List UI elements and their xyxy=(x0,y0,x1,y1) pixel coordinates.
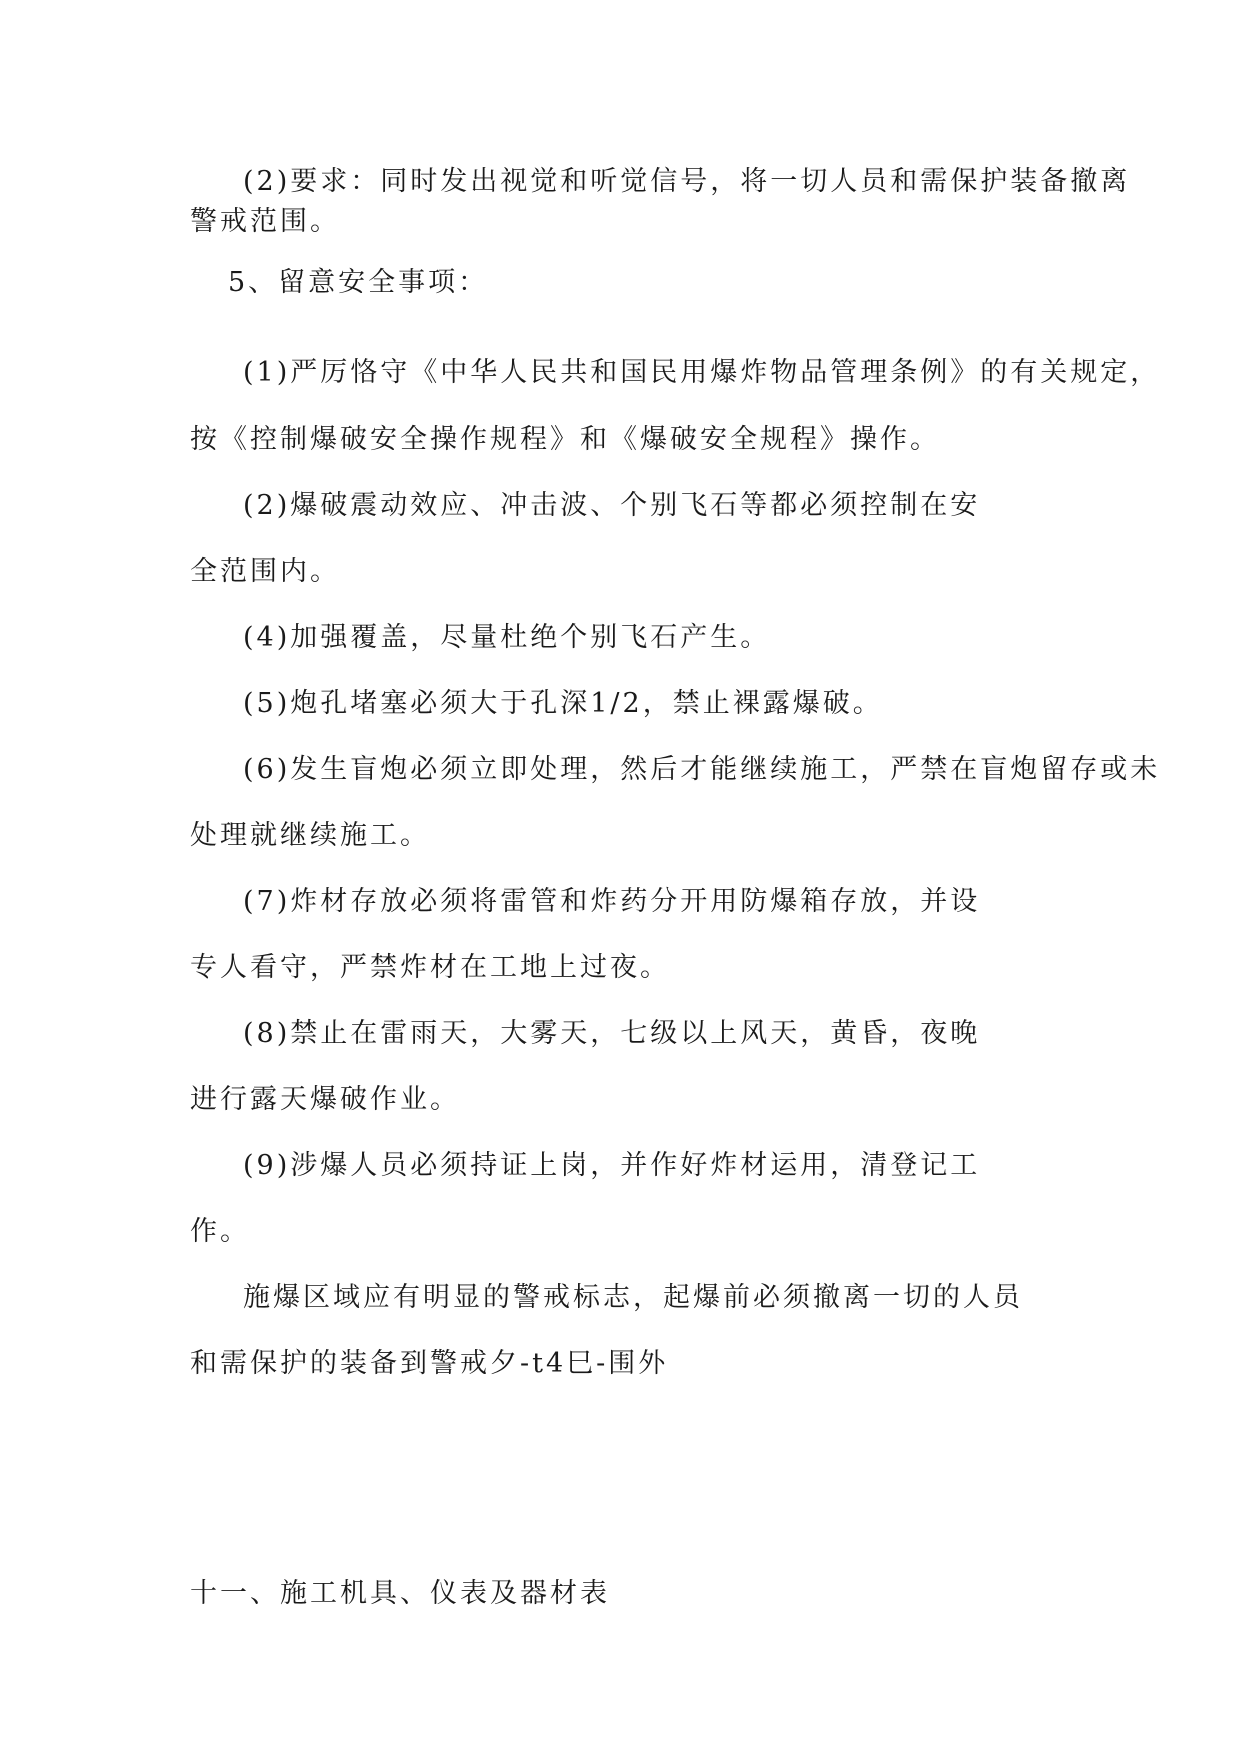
section-heading: 十一、施工机具、仪表及器材表 xyxy=(190,1578,610,1609)
paragraph-line: 作。 xyxy=(190,1216,250,1247)
paragraph-line: (2)要求：同时发出视觉和听觉信号，将一切人员和需保护装备撤离 xyxy=(243,166,1131,197)
paragraph-line: 全范围内。 xyxy=(190,556,340,587)
paragraph-line: (8)禁止在雷雨天，大雾天，七级以上风天，黄昏，夜晚 xyxy=(243,1018,981,1049)
paragraph-line: 和需保护的装备到警戒夕-t4巳-围外 xyxy=(190,1348,669,1379)
paragraph-line: (1)严厉恪守《中华人民共和国民用爆炸物品管理条例》的有关规定， xyxy=(243,357,1161,388)
paragraph-line: 进行露天爆破作业。 xyxy=(190,1084,460,1115)
paragraph-line: (2)爆破震动效应、冲击波、个别飞石等都必须控制在安 xyxy=(243,490,981,521)
paragraph-line: (6)发生盲炮必须立即处理，然后才能继续施工，严禁在盲炮留存或未 xyxy=(243,754,1161,785)
paragraph-line: (4)加强覆盖，尽量杜绝个别飞石产生。 xyxy=(243,622,771,653)
paragraph-line: (5)炮孔堵塞必须大于孔深1/2，禁止裸露爆破。 xyxy=(243,688,883,719)
paragraph-line: 专人看守，严禁炸材在工地上过夜。 xyxy=(190,952,670,983)
paragraph-line: 处理就继续施工。 xyxy=(190,820,430,851)
paragraph-line: 警戒范围。 xyxy=(190,206,340,237)
section-heading: 5、留意安全事项： xyxy=(228,267,489,298)
paragraph-line: (7)炸材存放必须将雷管和炸药分开用防爆箱存放，并设 xyxy=(243,886,981,917)
paragraph-line: (9)涉爆人员必须持证上岗，并作好炸材运用，清登记工 xyxy=(243,1150,981,1181)
paragraph-line: 按《控制爆破安全操作规程》和《爆破安全规程》操作。 xyxy=(190,424,940,455)
paragraph-line: 施爆区域应有明显的警戒标志，起爆前必须撤离一切的人员 xyxy=(243,1282,1023,1313)
